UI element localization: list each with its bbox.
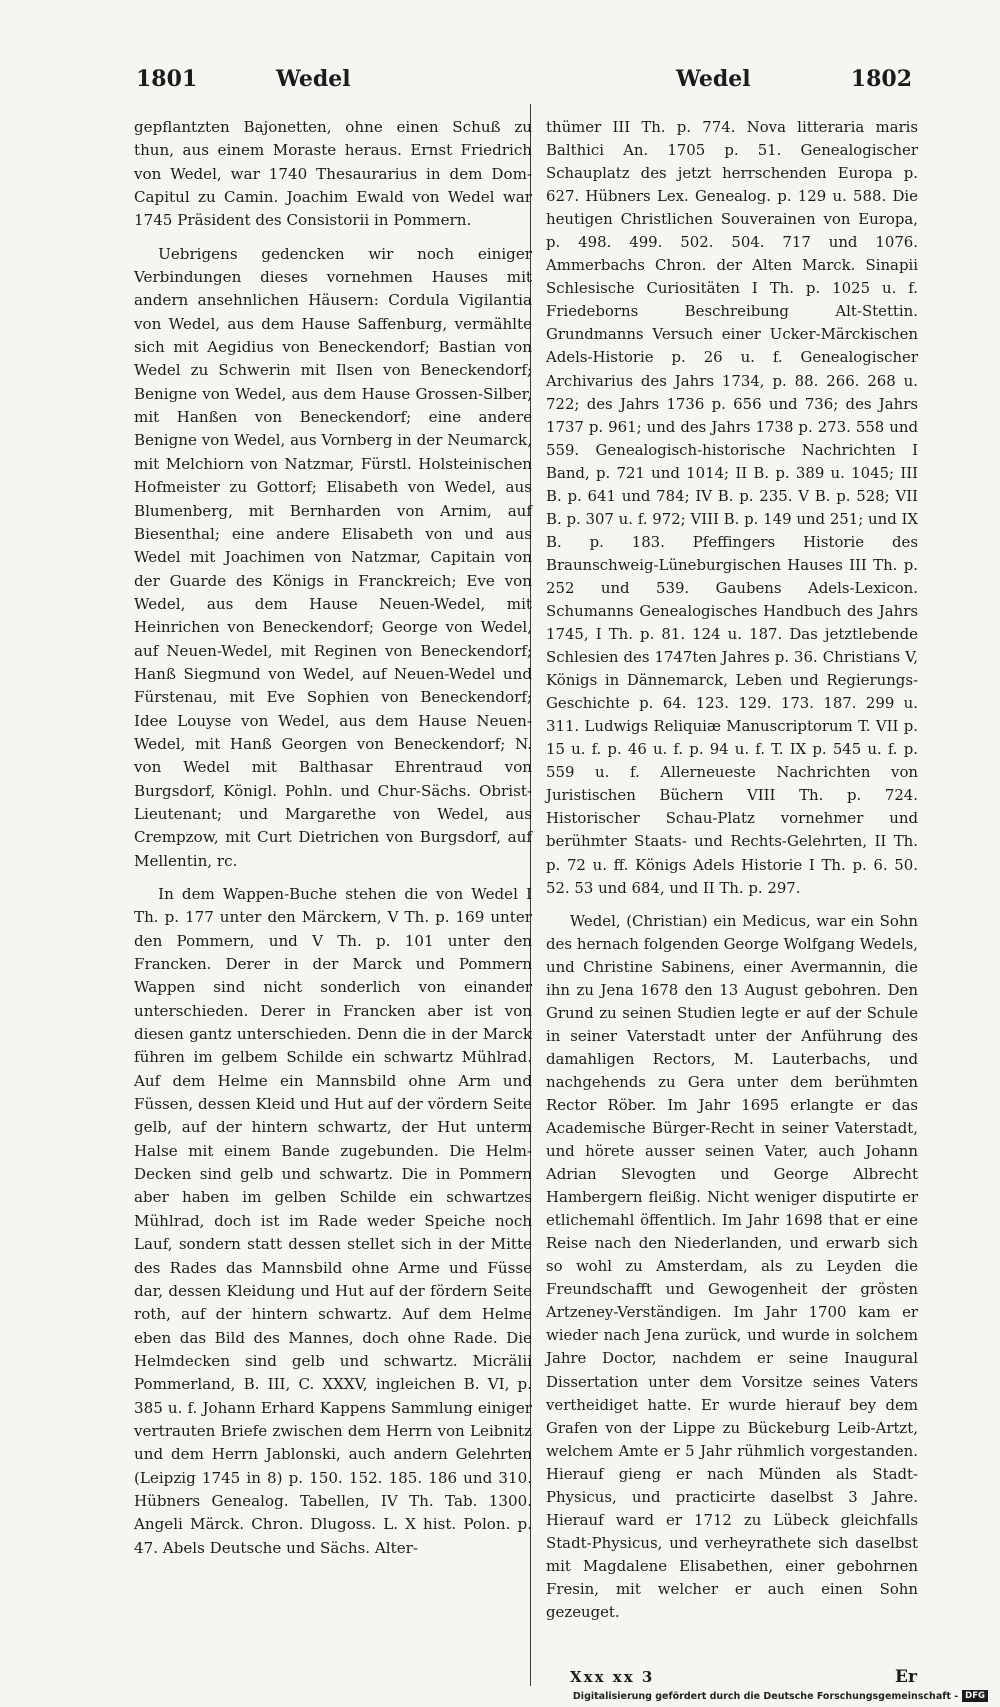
catchword: Er [895, 1667, 917, 1687]
dfg-logo: DFG [962, 1690, 988, 1702]
running-header [136, 66, 912, 106]
left-paragraph-1: gepflantzten Bajonetten, ohne einen Schuß zu thun, aus einem Moraste heraus. Ernst Friedrich von Wedel, war 1740 Thesaurarius in dem Dom-Capitul zu Camin. Joachim Ewald von Wedel war 1745 Präsident des Consistorii in Pommern. [134, 118, 532, 230]
left-column [134, 116, 532, 1560]
running-title-right: Wedel [676, 66, 751, 92]
digitization-footer [573, 1690, 988, 1702]
running-title-left: Wedel [276, 66, 351, 92]
page-number-right: 1802 [850, 66, 912, 92]
right-paragraph-2: Wedel, (Christian) ein Medicus, war ein Sohn des hernach folgenden George Wolfgang Wedels, und Christine Sabinens, einer Avermannin, die ihn zu Jena 1678 den 13 August gebohren. Den Grund zu seinen Studien legte er auf der Schule in seiner Vaterstadt unter der Anführung des damahligen Rectors, M. Lauterbachs, und nachgehends zu Gera unter dem berühmten Rector Röber. Im Jahr 1695 erlangte er das Academische Bürger-Recht in seiner Vaterstadt, und hörete ausser seinen Vater, auch Johann Adrian Slevogten und George Albrecht Hambergern fleißig. Nicht weniger disputirte er etlichemahl öffentlich. Im Jahr 1698 that er eine Reise nach den Niederlanden, und erwarb sich so wohl zu Amsterdam, als zu Leyden die Freundschafft und Gewogenheit der grösten Artzeney-Verständigen. Im Jahr 1700 kam er wieder nach Jena zurück, und wurde in solchem Jahre Doctor, nachdem er seine Inaugural Dissertation unter dem Vorsitze seines Vaters vertheidiget hatte. Er wurde hierauf bey dem Grafen von der Lippe zu Bückeburg Leib-Artzt, welchem Amte er 5 Jahr rühmlich vorgestanden. Hierauf gieng er nach Münden als Stadt-Physicus, und practicirte daselbst 3 Jahre. Hierauf ward er 1712 zu Lübeck gleichfalls Stadt-Physicus, und verheyrathete sich daselbst mit Magdalene Elisabethen, einer gebohrnen Fresin, mit welcher er auch einen Sohn gezeuget. [546, 911, 918, 1621]
right-column [546, 116, 918, 1624]
footer-text: Digitalisierung gefördert durch die Deutsche Forschungsgemeinschaft - [572, 1690, 959, 1702]
page-number-left: 1801 [136, 66, 198, 92]
signature-mark: Xxx xx 3 [570, 1668, 655, 1686]
right-paragraph-1: thümer III Th. p. 774. Nova litteraria maris Balthici An. 1705 p. 51. Genealogischer Schauplatz des jetzt herrschenden Europa p. 627. Hübners Lex. Genealog. p. 129 u. 588. Die heutigen Christlichen Souverainen von Europa, p. 498. 499. 502. 504. 717 und 1076. Ammerbachs Chron. der Alten Marck. Sinapii Schlesische Curiositäten I Th. p. 1025 u. f. Friedeborns Beschreibung Alt-Stettin. Grundmanns Versuch einer Ucker-Märckischen Adels-Historie p. 26 u. f. Genealogischer Archivarius des Jahrs 1734, p. 88. 266. 268 u. 722; des Jahrs 1736 p. 656 und 736; des Jahrs 1737 p. 961; und des Jahrs 1738 p. 273. 558 und 559. Genealogisch-historische Nachrichten I Band, p. 721 und 1014; II B. p. 389 u. 1045; III B. p. 641 und 784; IV B. p. 235. V B. p. 528; VII B. p. 307 u. f. 972; VIII B. p. 149 und 251; und IX B. p. 183. Pfeffingers Historie des Braunschweig-Lüneburgischen Hauses III Th. p. 252 und 539. Gaubens Adels-Lexicon. Schumanns Genealogisches Handbuch des Jahrs 1745, I Th. p. 81. 124 u. 187. Das jetztlebende Schlesien des 1747ten Jahres p. 36. Christians V, Königs in Dännemarck, Leben und Regierungs-Geschichte p. 64. 123. 129. 173. 187. 299 u. 311. Ludwigs Reliquiæ Manuscriptorum T. VII p. 15 u. f. p. 46 u. f. p. 94 u. f. T. IX p. 545 u. f. p. 559 u. f. Allerneueste Nachrichten von Juristischen Büchern VIII Th. p. 724. Historischer Schau-Platz vornehmer und berühmter Staats- und Rechts-Gelehrten, II Th. p. 72 u. ff. Königs Adels Historie I Th. p. 6. 50. 52. 53 und 684, und II Th. p. 297. [546, 118, 918, 897]
left-paragraph-3: In dem Wappen-Buche stehen die von Wedel I Th. p. 177 unter den Märckern, V Th. p. 169 unter den Pommern, und V Th. p. 101 unter den Francken. Derer in der Marck und Pommern Wappen sind nicht sonderlich von einander unterschieden. Derer in Francken aber ist von diesen gantz unterschieden. Denn die in der Marck führen im gelbem Schilde ein schwartz Mühlrad. Auf dem Helme ein Mannsbild ohne Arm und Füssen, dessen Kleid und Hut auf der vördern Seite gelb, auf der hintern schwartz, der Hut unterm Halse mit einem Bande zugebunden. Die Helm-Decken sind gelb und schwartz. Die in Pommern aber haben im gelben Schilde ein schwartzes Mühlrad, doch ist im Rade weder Speiche noch Lauf, sondern statt dessen stellet sich in der Mitte des Rades das Mannsbild ohne Arme und Füsse dar, dessen Kleidung und Hut auf der fördern Seite roth, auf der hintern schwartz. Auf dem Helme eben das Bild des Mannes, doch ohne Rade. Die Helmdecken sind gelb und schwartz. Micrälii Pommerland, B. III, C. XXXV, ingleichen B. VI, p. 385 u. f. Johann Erhard Kappens Sammlung einiger vertrauten Briefe zwischen dem Herrn von Leibnitz und dem Herrn Jablonski, auch andern Gelehrten (Leipzig 1745 in 8) p. 150. 152. 185. 186 und 310. Hübners Genealog. Tabellen, IV Th. Tab. 1300. Angeli Märck. Chron. Dlugoss. L. X hist. Polon. p. 47. Abels Deutsche und Sächs. Alter- [134, 885, 532, 1557]
left-paragraph-2: Uebrigens gedencken wir noch einiger Verbindungen dieses vornehmen Hauses mit andern ansehnlichen Häusern: Cordula Vigilantia von Wedel, aus dem Hause Saffenburg, vermählte sich mit Aegidius von Beneckendorf; Bastian von Wedel zu Schwerin mit Ilsen von Beneckendorf; Benigne von Wedel, aus dem Hause Grossen-Silber, mit Hanßen von Beneckendorf; eine andere Benigne von Wedel, aus Vornberg in der Neumarck, mit Melchiorn von Natzmar, Fürstl. Holsteinischen Hofmeister zu Gottorf; Elisabeth von Wedel, aus Blumenberg, mit Bernharden von Arnim, auf Biesenthal; eine andere Elisabeth von und aus Wedel mit Joachimen von Natzmar, Capitain von der Guarde des Königs in Franckreich; Eve von Wedel, aus dem Hause Neuen-Wedel, mit Heinrichen von Beneckendorf; George von Wedel, auf Neuen-Wedel, mit Reginen von Beneckendorf; Hanß Siegmund von Wedel, auf Neuen-Wedel und Fürstenau, mit Eve Sophien von Beneckendorf; Idee Louyse von Wedel, aus dem Hause Neuen-Wedel, mit Hanß Georgen von Beneckendorf; N. von Wedel mit Balthasar Ehrentraud von Burgsdorf, Königl. Pohln. und Chur-Sächs. Obrist-Lieutenant; und Margarethe von Wedel, aus Crempzow, mit Curt Dietrichen von Burgsdorf, auf Mellentin, rc. [134, 244, 532, 870]
